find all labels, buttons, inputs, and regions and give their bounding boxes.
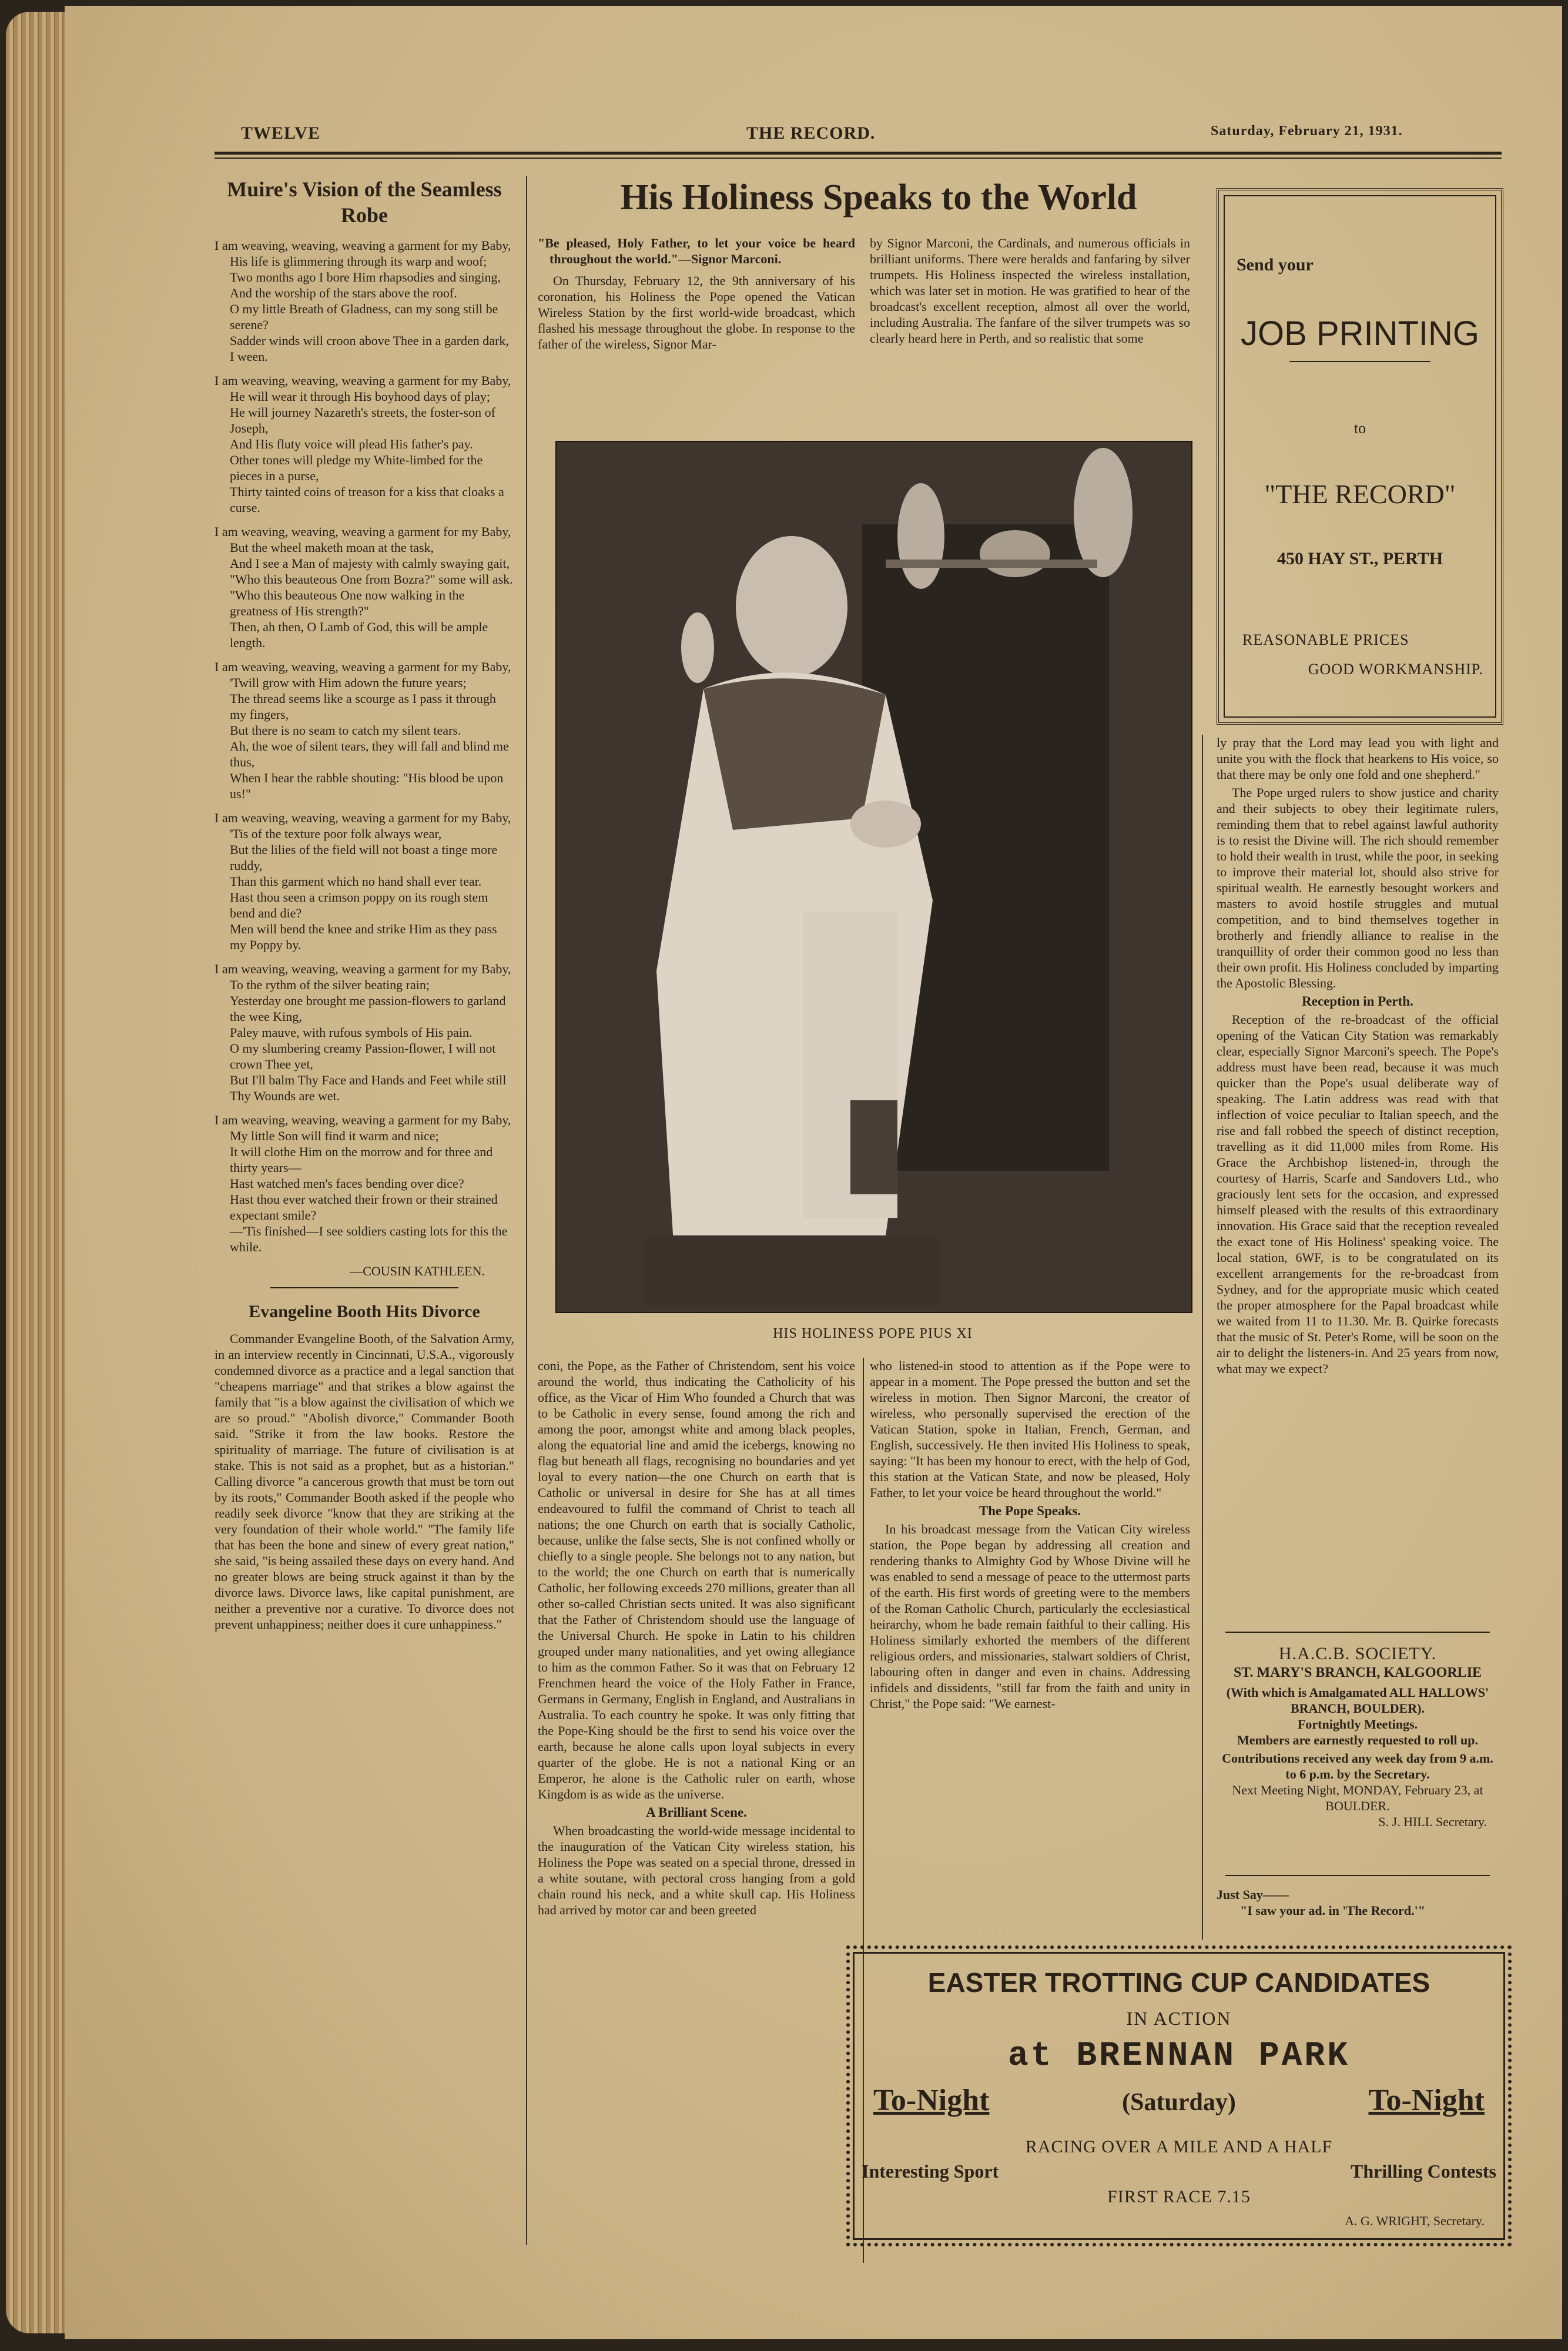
poem-author: —COUSIN KATHLEEN. — [350, 1264, 485, 1278]
right-column-story — [1217, 735, 1499, 1379]
poem-stanza: I am weaving, weaving, weaving a garment for my Baby, 'Twill grow with Him adown the future years; The thread seems like a scourge as I pass it through my fingers, But there is no seam to catch my silent tears. Ah, the woe of silent tears, they will fall and blind me thus, When I hear the rabble shouting: "His blood be upon us!" — [215, 659, 511, 801]
easter-title: EASTER TROTTING CUP CANDIDATES — [927, 1967, 1430, 1998]
easter-first-race: FIRST RACE 7.15 — [1107, 2187, 1251, 2206]
poem-title: Muire's Vision of the Seamless Robe — [227, 178, 502, 227]
divider — [1225, 1632, 1490, 1633]
reception-perth-heading: Reception in Perth. — [1302, 994, 1413, 1009]
main-intro-right — [870, 235, 1190, 349]
divorce-body: Commander Evangeline Booth, of the Salvation Army, in an interview recently in Cincinnati, U.S.A., vigorously condemned divorce as a practice and a legal sanction that "cheapens marriage" and that strikes a blow against the family that "is a blow against the civilisation of which we are so proud." "Abolish divorce," Commander Booth said. "Strike it from the law books. Restore the spirituality of marriage. The future of civilisation is at stake. This is not said as a prophet, but as a historian." Calling divorce "a cancerous growth that must be torn out by its roots," Commander Booth asked if the people who readily seek divorce "know that they are striking at the very foundation of their whole world." "The family life that has been the bone and sinew of every great nation," she said, "is being assailed these days on every hand. And no greater blows are being struck against it than by the divorce laws. Divorce laws, like capital punishment, are neither a preventive nor a curative. To divorce does not prevent unhappiness; neither does it cure unhappiness." — [215, 1331, 514, 1632]
just-say-quote: "I saw your ad. in 'The Record.'" — [1240, 1903, 1425, 1918]
easter-sport-row — [862, 2161, 1496, 2182]
marconi-quote: "Be pleased, Holy Father, to let your voice be heard throughout the world."—Signor Marconi. — [538, 236, 855, 266]
pope-figure-illustration — [557, 442, 1191, 1312]
poem-stanza: I am weaving, weaving, weaving a garment for my Baby, My little Son will find it warm and nice; It will clothe Him on the morrow and for three and thirty years— Hast watched men's faces bending over dice? Hast thou ever watched their frown or their strained expectant smile? —'Tis finished—I see soldiers casting lots for this the while. — [215, 1113, 511, 1254]
tonight-label: To-Night — [873, 2084, 990, 2117]
easter-secretary: A. G. WRIGHT, Secretary. — [1345, 2213, 1485, 2228]
hacb-amalgamated: (With which is Amalgamated ALL HALLOWS' BRANCH, BOULDER). — [1226, 1685, 1489, 1716]
easter-racing: RACING OVER A MILE AND A HALF — [1025, 2137, 1333, 2156]
ad-address: 450 HAY ST., PERTH — [1276, 549, 1443, 568]
column-rule — [1202, 735, 1203, 1940]
poem-stanza: I am weaving, weaving, weaving a garment for my Baby, 'Tis of the texture poor folk always wear, But the lilies of the field will not boast a tinge more ruddy, Than this garment which no hand shall ever tear. Hast thou seen a crimson poppy on its rough stem bend and die? Men will bend the knee and strike Him as they pass my Poppy by. — [215, 811, 511, 952]
easter-in-action: IN ACTION — [1126, 2008, 1232, 2029]
poem-stanza: I am weaving, weaving, weaving a garment for my Baby, But the wheel maketh moan at the task, And I see a Man of majesty with calmly swaying gait, "Who this beauteous One from Bozra?" some will ask. "Who this beauteous One now walking in the greatness of His strength?" Then, ah then, O Lamb of God, this will be ample length. — [215, 524, 513, 650]
hacb-meetings: Fortnightly Meetings. — [1297, 1717, 1418, 1732]
ad-line: GOOD WORKMANSHIP. — [1308, 661, 1483, 678]
body-paragraph: Reception of the re-broadcast of the official opening of the Vatican City Station was remarkably clear, especially Signor Marconi's speech. The Pope's address must have been read, because it was much quicker than the Pope's usual deliberate way of speaking. The Latin address was read with that inflection of voice peculiar to Italian speech, and the rise and fall robbed the speech of distinct reception, travelling as it did 11,000 miles from Rome. His Grace the Archbishop listened-in, through the courtesy of Harris, Scarfe and Sandovers Ltd., who graciously lent sets for the occasion, and expressed himself pleased with the results of this extraordinary innovation. His Grace said that the reception revealed the exact tone of His Holiness' speaking voice. The local station, 6WF, is to be congratulated on its excellent arrangements for the re-broadcast from Sydney, and for the appropriate music which ceated the proper atmosphere for the Papal broadcast while we waited from 11 to 11.30. Mr. B. Quirke forecasts that the music of St. Peter's Rome, will be soon on the air to delight the listeners-in. And 25 years from now, what may we expect? — [1217, 1012, 1499, 1376]
ad-paper-name: "THE RECORD" — [1264, 479, 1456, 509]
page-number: TWELVE — [241, 123, 320, 143]
hacb-secretary: S. J. HILL Secretary. — [1378, 1814, 1487, 1829]
hacb-contributions: Contributions received any week day from 9 a.m. to 6 p.m. by the Secretary. — [1222, 1751, 1493, 1781]
divorce-title: Evangeline Booth Hits Divorce — [249, 1302, 480, 1321]
ad-line: REASONABLE PRICES — [1242, 631, 1409, 648]
saturday-label: (Saturday) — [1122, 2089, 1236, 2116]
body-paragraph: ly pray that the Lord may lead you with light and unite you with the flock that hearkens to His voice, so that there may be only one fold and one shepherd." — [1217, 735, 1499, 782]
body-paragraph: who listened-in stood to attention as if the Pope were to appear in a moment. The Pope pressed the button and set the wireless in motion. Then Signor Marconi, the creator of wireless, who personally supervised the erection of the Vatican Station, spoke in Italian, French, German, and English, successively. He then invited His Holiness to speak, saying: "It has been my honour to erect, with the help of God, this station at the Vatican State, and now be pleased, Holy Father, to let your voice be heard throughout the world." — [870, 1358, 1190, 1500]
brilliant-scene-heading: A Brilliant Scene. — [646, 1805, 747, 1820]
main-headline: His Holiness Speaks to the World — [620, 178, 1137, 217]
ad-line: to — [1353, 420, 1366, 437]
main-body-left — [538, 1358, 855, 1920]
hacb-title: H.A.C.B. SOCIETY. — [1278, 1644, 1437, 1663]
divider — [1225, 1875, 1490, 1876]
body-paragraph: When broadcasting the world-wide message incidental to the inauguration of the Vatican City wireless station, his Holiness the Pope was seated on a special throne, dressed in a white soutane, with pectoral cross hanging from a gold chain round his neck, and a white skull cap. His Holiness had arrived by motor car and been greeted — [538, 1823, 855, 1917]
body-paragraph: In his broadcast message from the Vatican City wireless station, the Pope began by addressing all creation and rendering thanks to Almighty God by Whose Divine will he was enabled to send a message of peace to the uttermost parts of the earth. His first words of greeting were to the members of the Roman Catholic Church, particularly the ecclesiastical heirarchy, whom he bade remain faithful to their calling. His Holiness similarly exhorted the members of the different religious orders, and missionaries, stalwart soldiers of Christ, labouring often in danger and even in chains. Addressing infidels and dissidents, "still far from the faith and unity in Christ," the Pope said: "We earnest- — [870, 1522, 1190, 1711]
header-rule-thin — [215, 158, 1502, 159]
poem-stanza: I am weaving, weaving, weaving a garment for my Baby, He will wear it through His boyhood days of play; He will journey Nazareth's streets, the foster-son of Joseph, And His fluty voice will plead His father's pay. Other tones will pledge my White-limbed for the pieces in a purse, Thirty tainted coins of treason for a kiss that cloaks a curse. — [215, 373, 511, 515]
tonight-label: To-Night — [1368, 2084, 1485, 2117]
hacb-branch: ST. MARY'S BRANCH, KALGOORLIE — [1233, 1665, 1482, 1680]
main-body-right — [870, 1358, 1190, 1714]
body-paragraph: The Pope urged rulers to show justice and charity and their subjects to obey their legitimate rulers, reminding them that to rebel against lawful authority is to resist the Divine will. The rich should remember to hold their wealth in trust, while the poor, in seeking to improve their material lot, should also strive for spiritual wealth. He earnestly besought workers and masters to avoid hostile struggles and mutual competition, and to bind themselves together in brotherly and friendly alliance to realise in the tranquillity of order their common good no less than their own profit. His Holiness concluded by imparting the Apostolic Blessing. — [1217, 785, 1499, 990]
pope-photograph — [555, 441, 1192, 1313]
job-printing-ad — [1217, 188, 1503, 725]
ad-line: Send your — [1237, 255, 1314, 274]
interesting-sport: Interesting Sport — [862, 2161, 999, 2182]
easter-trotting-ad — [846, 1945, 1512, 2246]
poem-stanza: I am weaving, weaving, weaving a garment for my Baby, His life is glimmering through its warp and woof; Two months ago I bore Him rhapsodies and singing, And the worship of the stars above the roof. O my little Breath of Gladness, can my song still be serene? Sadder winds will croon above Thee in a garden dark, I ween. — [215, 238, 511, 364]
main-intro-left — [538, 235, 855, 354]
header-rule — [215, 152, 1502, 155]
newspaper-page — [65, 6, 1562, 2339]
hacb-members: Members are earnestly requested to roll up. — [1237, 1733, 1478, 1747]
column-rule — [526, 176, 527, 2245]
thrilling-contests: Thrilling Contests — [1350, 2161, 1496, 2182]
photo-caption: HIS HOLINESS POPE PIUS XI — [773, 1326, 973, 1341]
intro-paragraph-cont: by Signor Marconi, the Cardinals, and numerous officials in brilliant uniforms. There were heralds and fanfaring by silver trumpets. His Holiness inspected the wireless installation, which was later set in motion. He was gratified to hear of the broadcast's excellent reception, almost all over the world, including Australia. The fanfare of the silver trumpets was so clearly heard here in Perth, and so realistic that some — [870, 236, 1190, 346]
book-page-edges — [6, 12, 71, 2333]
body-paragraph: coni, the Pope, as the Father of Christendom, sent his voice around the world, thus indicating the Catholicity of his office, as the Vicar of Him Who founded a Church that was to be Catholic in every sense, found among the rich and among the poor, amongst white and among black peoples, along the equatorial line and amid the icebergs, knowing no flag but beneath all flags, recognising no boundaries and yet loyal to every nation—the one Church on earth that is Catholic or universal in desire for She has at all times endeavoured to fulfil the command of Christ to teach all nations; the one Church on earth that is socially Catholic, because, unlike the false sects, She is not confined wholly or chiefly to a single people. She belongs not to any nation, but to the world; the one Church on earth that is numerically Catholic, her following exceeds 270 millions, greater than all other so-called Christian sects united. It was also significant that the Father of Christendom should use the language of the Universal Church. He spoke in Latin to his children grouped under many nationalities, and yet owing allegiance to him as the common Father. So it was that on February 12 Frenchmen heard the voice of the Holy Father in France, Germans in Germany, English in England, and Australians in Australia. To each country he spoke. It was only fitting that the Pope-King should be the first to send his voice over the earth, because he alone calls upon loyal subjects in every quarter of the globe. He is not a national King or an Emperor, he alone is the Catholic ruler on earth, whose Kingdom is as wide as the universe. — [538, 1358, 855, 1801]
just-say-notice — [1217, 1887, 1499, 1918]
intro-paragraph: On Thursday, February 12, the 9th anniversary of his coronation, his Holiness the Pope opened the Vatican Wireless Station by the first world-wide broadcast, which flashed his message throughout the globe. In response to the father of the wireless, Signor Mar- — [538, 273, 855, 351]
issue-date: Saturday, February 21, 1931. — [1211, 123, 1403, 139]
poem-stanza: I am weaving, weaving, weaving a garment for my Baby, To the rythm of the silver beating rain; Yesterday one brought me passion-flowers to garland the wee King, Paley mauve, with rufous symbols of His pain. O my slumbering creamy Passion-flower, I will not crown Thee yet, But I'll balm Thy Face and Hands and Feet while still Thy Wounds are wet. — [215, 962, 511, 1103]
divider — [270, 1287, 458, 1288]
masthead: THE RECORD. — [746, 123, 876, 143]
ad-headline: JOB PRINTING — [1240, 314, 1480, 353]
just-say-line: Just Say—— — [1217, 1887, 1289, 1902]
easter-tonight-row — [873, 2083, 1485, 2118]
hacb-notice — [1217, 1646, 1499, 1830]
poem-column — [215, 176, 514, 1635]
pope-speaks-heading: The Pope Speaks. — [979, 1503, 1081, 1518]
easter-venue: at BRENNAN PARK — [1007, 2037, 1351, 2075]
hacb-next-meeting: Next Meeting Night, MONDAY, February 23, at BOULDER. — [1232, 1783, 1483, 1813]
